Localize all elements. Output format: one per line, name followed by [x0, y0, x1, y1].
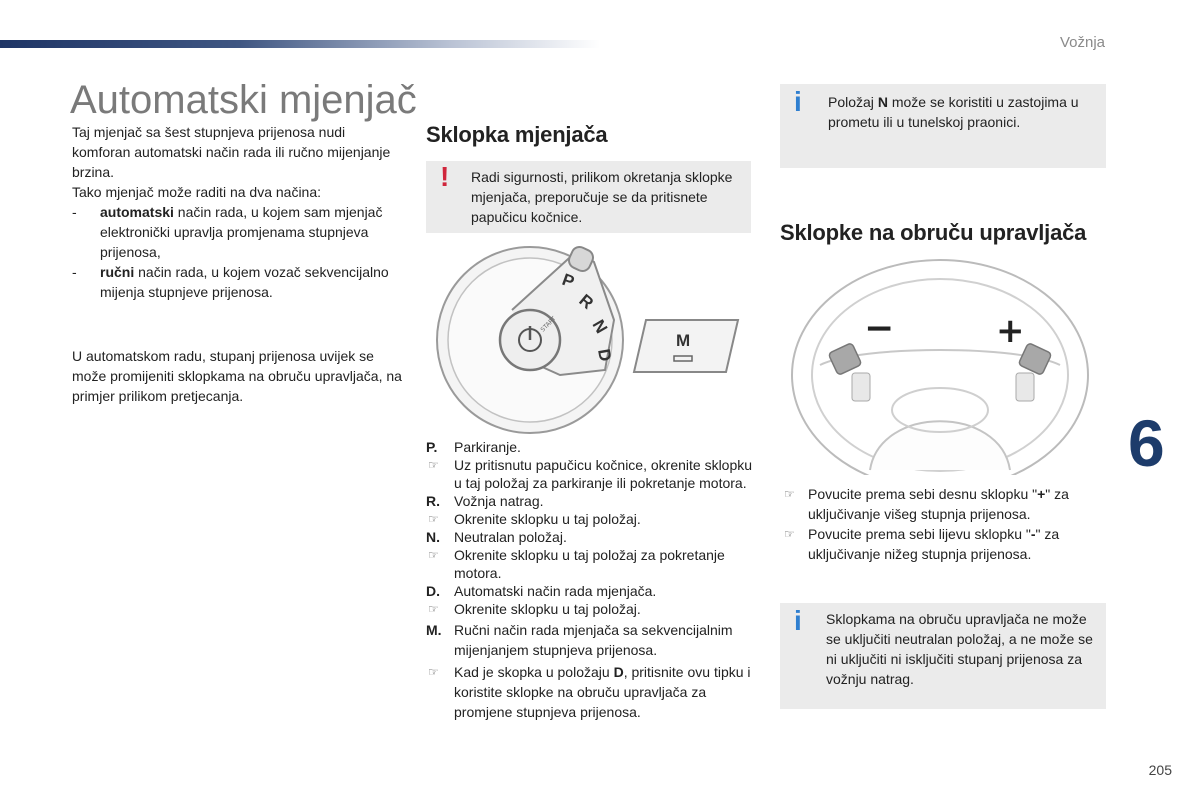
selector-steps-list	[426, 438, 761, 722]
section-heading-paddles: Sklopke na obruču upravljača	[780, 220, 1087, 245]
list-dash: -	[72, 204, 77, 220]
step-p: P. Parkiranje.	[426, 439, 521, 455]
paddle-step-down: ☞ Povucite prema sebi lijevu sklopku "-" za uključivanje nižeg stupnja prijenosa.	[784, 526, 1060, 562]
list-dash: -	[72, 264, 77, 280]
selector-label-d: D	[594, 347, 615, 363]
page-number: 205	[1148, 762, 1172, 778]
warning-text: Radi sigurnosti, prilikom okretanja sklopke mjenjača, preporučuje se da pritisnete papučicu kočnice.	[471, 169, 733, 225]
info-bottom-text: Sklopkama na obruču upravljača ne može se uključiti neutralan položaj, a ne može se ni uključiti ni isključiti stupanj prijenosa za vožnju natrag.	[826, 611, 1093, 687]
selector-label-n: N	[588, 316, 612, 337]
mode-item-automatic: - automatski način rada, u kojem sam mjenjač elektronički upravlja promjenama stupnjeva prijenosa,	[72, 204, 383, 260]
m-button-label: M	[676, 331, 691, 350]
hand-pointer-icon: ☞	[784, 527, 795, 541]
mode-item-manual: - ručni način rada, u kojem vozač sekvencijalno mijenja stupnjeve prijenosa.	[72, 264, 389, 300]
info-box-top	[780, 84, 1106, 168]
steering-wheel-illustration	[780, 255, 1110, 475]
minus-label: −	[864, 308, 895, 349]
left-paddle	[828, 343, 862, 376]
hand-pointer-icon: ☞	[428, 512, 439, 526]
paddle-steps-list	[782, 484, 1112, 564]
plus-label: +	[996, 311, 1025, 351]
modes-intro: Tako mjenjač može raditi na dva načina:	[72, 184, 322, 200]
hand-pointer-icon: ☞	[428, 458, 439, 472]
selector-label-p: P	[559, 269, 577, 292]
warning-icon: !	[440, 161, 450, 192]
step-m-instruction: ☞ Kad je skopka u položaju D, pritisnite ovu tipku i koristite sklopke na obruču upravljača za promjene stupnjeva prijenosa.	[428, 664, 751, 720]
info-icon: i	[794, 605, 802, 636]
intro-text-block	[72, 122, 402, 302]
paddle-step-up: ☞ Povucite prema sebi desnu sklopku "+" za uključivanje višeg stupnja prijenosa.	[784, 486, 1069, 522]
info-box-bottom	[780, 603, 1106, 709]
step-p-instruction: ☞ Uz pritisnutu papučicu kočnice, okrenite sklopku u taj položaj za parkiranje ili pokretanje motora.	[428, 457, 753, 491]
hand-pointer-icon: ☞	[428, 548, 439, 562]
intro-paragraph: Taj mjenjač sa šest stupnjeva prijenosa nudi komforan automatski način rada ili ručno mijenjanje brzina.	[72, 124, 391, 180]
step-n: N. Neutralan položaj.	[426, 529, 567, 545]
left-controls	[852, 373, 870, 401]
step-r-instruction: ☞ Okrenite sklopku u taj položaj.	[428, 511, 641, 527]
step-m: M. Ručni način rada mjenjača sa sekvencijalnim mijenjanjem stupnjeva prijenosa.	[426, 622, 733, 658]
wheel-hub	[870, 421, 1010, 470]
hand-pointer-icon: ☞	[428, 665, 439, 679]
info-top-text: Položaj N može se koristiti u zastojima u prometu ili u tunelskoj praonici.	[828, 94, 1079, 130]
step-r: R. Vožnja natrag.	[426, 493, 544, 509]
section-name: Vožnja	[1059, 34, 1105, 51]
info-icon: i	[794, 86, 802, 117]
auto-mode-note: U automatskom radu, stupanj prijenosa uvijek se može promijeniti sklopkama na obruču upravljača, na primjer prilikom pretjecanja.	[72, 348, 402, 404]
section-heading-selector: Sklopka mjenjača	[426, 122, 608, 147]
chapter-number: 6	[1128, 406, 1165, 480]
step-n-instruction: ☞ Okrenite sklopku u taj položaj za pokretanje motora.	[428, 547, 725, 581]
hand-pointer-icon: ☞	[428, 602, 439, 616]
hand-pointer-icon: ☞	[784, 487, 795, 501]
right-controls	[1016, 373, 1034, 401]
step-d-instruction: ☞ Okrenite sklopku u taj položaj.	[428, 601, 641, 617]
warning-box	[426, 161, 751, 233]
header-color-bar	[0, 40, 600, 48]
gear-selector-illustration	[430, 240, 760, 440]
step-d: D. Automatski način rada mjenjača.	[426, 583, 657, 599]
selector-label-r: R	[575, 290, 598, 313]
page-title: Automatski mjenjač	[70, 78, 417, 122]
start-label: START	[539, 315, 558, 334]
